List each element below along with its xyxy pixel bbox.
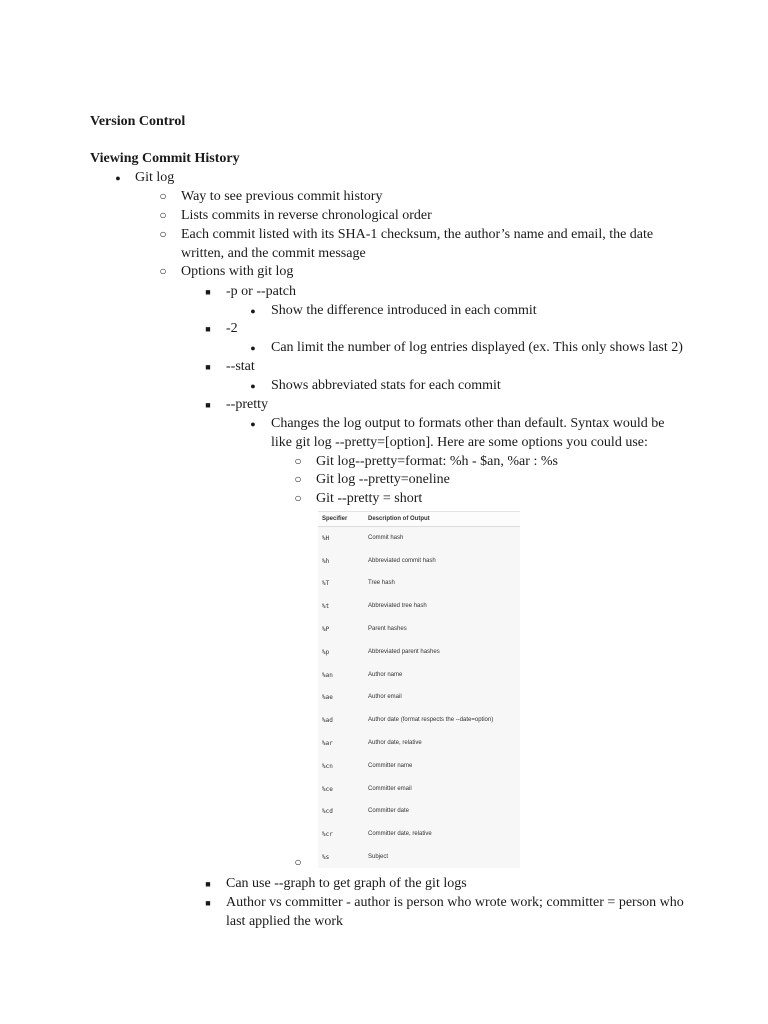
- list-item: Git log --pretty=oneline: [316, 472, 450, 487]
- bullet-circle-icon: [291, 452, 305, 471]
- list-item: Way to see previous commit history: [181, 189, 383, 204]
- table-row: [318, 573, 520, 596]
- bullet-circle-icon: [156, 225, 170, 244]
- list-item: --pretty: [226, 397, 268, 412]
- table-row: [318, 527, 520, 550]
- table-cell: Abbreviated tree hash: [368, 603, 427, 610]
- list-item: Can use --graph to get graph of the git logs: [226, 876, 467, 891]
- table-cell: Author date (format respects the --date=option): [368, 717, 494, 724]
- bullet-circle-icon: [156, 262, 170, 281]
- table-cell: Committer date: [368, 808, 410, 815]
- table-header-cell: Description of Output: [368, 515, 430, 522]
- list-item: Changes the log output to formats other than default. Syntax would be: [271, 416, 665, 431]
- bullet-square-icon: [201, 395, 215, 415]
- list-item-continuation: written, and the commit message: [181, 246, 366, 261]
- table-cell: Tree hash: [368, 580, 395, 587]
- table-cell: Author name: [368, 671, 403, 678]
- table-cell: Author email: [368, 694, 402, 701]
- table-row: [318, 595, 520, 618]
- table-cell: Author date, relative: [368, 740, 422, 747]
- table-cell: %cr: [322, 831, 333, 839]
- table-row: [318, 664, 520, 687]
- list-item: Options with git log: [181, 264, 294, 279]
- table-cell: Parent hashes: [368, 626, 407, 633]
- bullet-square-icon: [201, 357, 215, 377]
- section-heading: Viewing Commit History: [90, 151, 240, 166]
- table-cell: %ce: [322, 785, 333, 793]
- list-item: Shows abbreviated stats for each commit: [271, 378, 501, 393]
- list-item: -2: [226, 321, 238, 336]
- table-cell: Committer date, relative: [368, 831, 432, 838]
- bullet-square-icon: [201, 874, 215, 894]
- table-header-row: [318, 512, 520, 527]
- table-cell: %t: [322, 603, 330, 611]
- table-cell: %cn: [322, 762, 333, 770]
- list-item-continuation: like git log --pretty=[option]. Here are some options you could use:: [271, 435, 648, 450]
- table-cell: %T: [322, 580, 330, 588]
- table-cell: %p: [322, 648, 330, 656]
- table-cell: %ar: [322, 740, 333, 748]
- bullet-circle-icon: [156, 187, 170, 206]
- table-cell: %an: [322, 671, 333, 679]
- list-item: Git --pretty = short: [316, 491, 423, 506]
- table-row: [318, 709, 520, 732]
- table-row: [318, 687, 520, 710]
- table-cell: %ad: [322, 717, 333, 725]
- table-row: [318, 550, 520, 573]
- bullet-circle-icon: [156, 206, 170, 225]
- table-row: [318, 778, 520, 801]
- table-cell: %ae: [322, 694, 333, 702]
- table-cell: Subject: [368, 854, 389, 861]
- table-row: [318, 801, 520, 824]
- bullet-dot-icon: [246, 376, 260, 396]
- table-row: [318, 732, 520, 755]
- pretty-format-specifier-table: [318, 511, 520, 868]
- table-row: [318, 618, 520, 641]
- table-row: [318, 755, 520, 778]
- bullet-circle-icon: [291, 853, 305, 872]
- bullet-circle-icon: [291, 489, 305, 508]
- bullet-square-icon: [201, 319, 215, 339]
- table-cell: %P: [322, 626, 330, 634]
- list-item: Git log--pretty=format: %h - $an, %ar : %s: [316, 454, 558, 469]
- bullet-square-icon: [201, 282, 215, 302]
- table-cell: Abbreviated commit hash: [368, 557, 436, 564]
- table-row: [318, 823, 520, 846]
- list-item: Show the difference introduced in each commit: [271, 303, 537, 318]
- bullet-dot-icon: [111, 168, 125, 188]
- table-row: [318, 846, 520, 869]
- list-item-continuation: last applied the work: [226, 914, 344, 929]
- table-header-cell: Specifier: [322, 515, 348, 522]
- list-item: --stat: [226, 359, 255, 374]
- table-cell: Commit hash: [368, 534, 404, 541]
- bullet-dot-icon: [246, 301, 260, 321]
- table-cell: Committer email: [368, 785, 412, 792]
- list-item: Author vs committer - author is person who wrote work; committer = person who: [226, 895, 684, 910]
- list-item: -p or --patch: [226, 284, 296, 299]
- table-cell: Abbreviated parent hashes: [368, 648, 440, 655]
- list-item: Each commit listed with its SHA-1 checksum, the author’s name and email, the date: [181, 227, 654, 242]
- table-row: [318, 641, 520, 664]
- table-cell: Committer name: [368, 762, 413, 769]
- bullet-dot-icon: [246, 414, 260, 434]
- table-cell: %cd: [322, 808, 333, 816]
- table-cell: %h: [322, 557, 330, 565]
- bullet-dot-icon: [246, 338, 260, 358]
- page-title: Version Control: [90, 114, 186, 129]
- list-item: Lists commits in reverse chronological order: [181, 208, 432, 223]
- list-item: Git log: [135, 170, 175, 185]
- table-cell: %H: [322, 534, 330, 542]
- list-item: Can limit the number of log entries displayed (ex. This only shows last 2): [271, 340, 683, 355]
- bullet-circle-icon: [291, 470, 305, 489]
- bullet-square-icon: [201, 893, 215, 913]
- table-cell: %s: [322, 854, 330, 862]
